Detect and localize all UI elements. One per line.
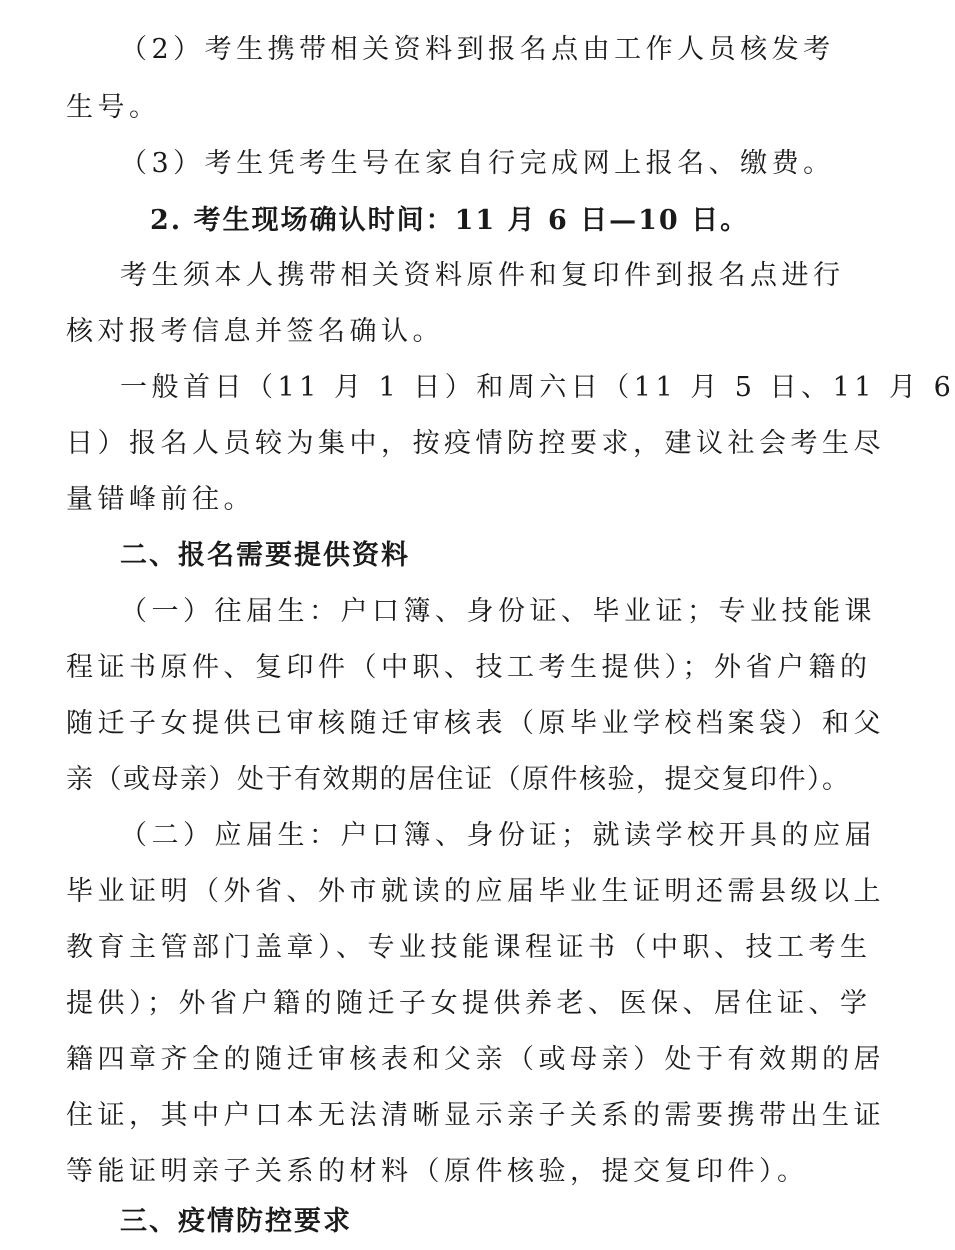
- paragraph-line: 提供）；外省户籍的随迁子女提供养老、医保、居住证、学: [66, 988, 872, 1019]
- section-heading: 三、疫情防控要求: [120, 1206, 352, 1237]
- paragraph-line: 日）报名人员较为集中，按疫情防控要求，建议社会考生尽: [66, 428, 885, 459]
- paragraph-line: 教育主管部门盖章）、专业技能课程证书（中职、技工考生: [66, 932, 872, 963]
- paragraph-line: 随迁子女提供已审核随迁审核表（原毕业学校档案袋）和父: [66, 708, 885, 739]
- paragraph-line: 程证书原件、复印件（中职、技工考生提供）；外省户籍的: [66, 652, 872, 683]
- paragraph-line: （二）应届生：户口簿、身份证；就读学校开具的应届: [120, 820, 876, 851]
- paragraph-line: 核对报考信息并签名确认。: [66, 316, 444, 347]
- paragraph-line: 毕业证明（外省、外市就读的应届毕业生证明还需县级以上: [66, 876, 885, 907]
- paragraph-line: （2）考生携带相关资料到报名点由工作人员核发考: [120, 34, 835, 65]
- paragraph-line: （3）考生凭考生号在家自行完成网上报名、缴费。: [120, 148, 835, 179]
- paragraph-line: 考生须本人携带相关资料原件和复印件到报名点进行: [120, 260, 845, 291]
- paragraph-line: 量错峰前往。: [66, 484, 255, 515]
- paragraph-line: 住证，其中户口本无法清晰显示亲子关系的需要携带出生证: [66, 1100, 885, 1131]
- paragraph-line: 生号。: [66, 92, 161, 123]
- section-heading: 二、报名需要提供资料: [120, 540, 410, 571]
- paragraph-line: （一）往届生：户口簿、身份证、毕业证；专业技能课: [120, 596, 876, 627]
- paragraph-line: 一般首日（11 月 1 日）和周六日（11 月 5 日、11 月 6: [120, 372, 955, 403]
- paragraph-line: 等能证明亲子关系的材料（原件核验，提交复印件）。: [66, 1156, 809, 1187]
- paragraph-line: 籍四章齐全的随迁审核表和父亲（或母亲）处于有效期的居: [66, 1044, 885, 1075]
- section-heading: 2. 考生现场确认时间：11 月 6 日—10 日。: [150, 205, 750, 236]
- paragraph-line: 亲（或母亲）处于有效期的居住证（原件核验，提交复印件）。: [66, 764, 851, 795]
